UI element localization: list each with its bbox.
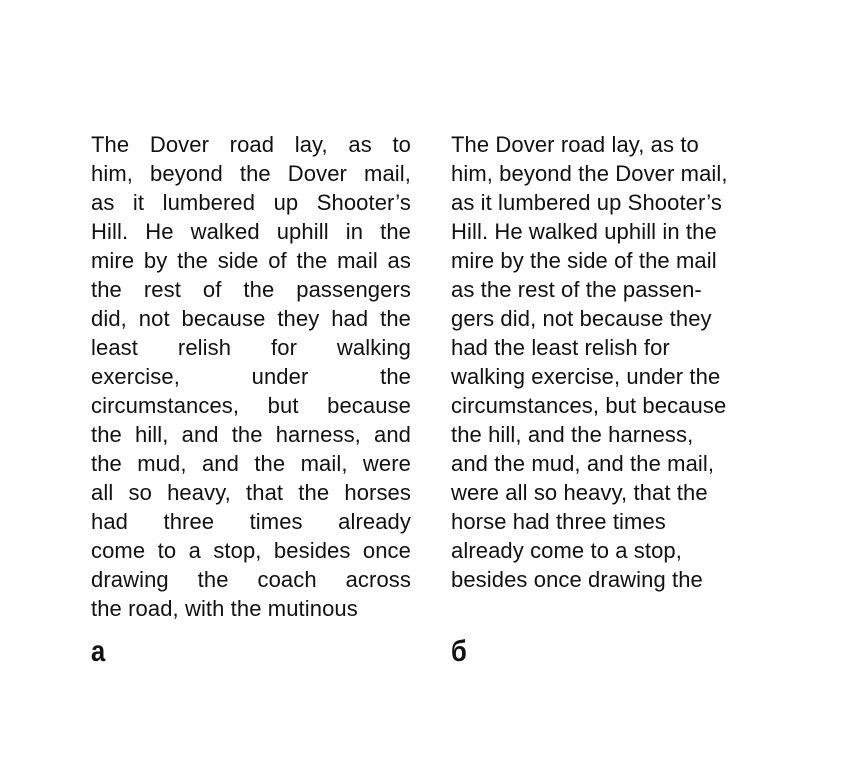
text-line: did, not because they had the — [91, 306, 411, 331]
text-line: as it lumbered up Shooter’s — [451, 190, 722, 215]
ragged-text-column — [451, 130, 781, 594]
text-line: him, beyond the Dover mail, — [91, 161, 411, 186]
text-line: mire by the side of the mail — [451, 248, 717, 273]
text-line: as it lumbered up Shooter’s — [91, 190, 411, 215]
text-line: gers did, not because they — [451, 306, 712, 331]
text-line: already come to a stop, — [451, 538, 682, 563]
text-line: besides once drawing the — [451, 567, 703, 592]
panel-a-caption: а — [91, 635, 106, 668]
text-line: the hill, and the harness, and — [91, 422, 411, 447]
text-line: the mud, and the mail, were — [91, 451, 411, 476]
text-line: Hill. He walked uphill in the — [91, 219, 411, 244]
justified-text-column — [91, 130, 411, 623]
text-line: Hill. He walked uphill in the — [451, 219, 717, 244]
text-line: him, beyond the Dover mail, — [451, 161, 728, 186]
text-line: walking exercise, under the — [451, 364, 721, 389]
text-line: circumstances, but because — [451, 393, 727, 418]
text-line: and the mud, and the mail, — [451, 451, 715, 476]
text-line: the rest of the passengers — [91, 277, 411, 302]
text-line: had three times already — [91, 509, 411, 534]
text-line: exercise, under the — [91, 364, 411, 389]
text-line: the hill, and the harness, — [451, 422, 694, 447]
text-line: The Dover road lay, as to — [91, 132, 411, 157]
text-line: as the rest of the passen- — [451, 277, 702, 302]
text-line: drawing the coach across — [91, 567, 411, 592]
text-line: horse had three times — [451, 509, 666, 534]
text-line: were all so heavy, that the — [451, 480, 708, 505]
text-line: come to a stop, besides once — [91, 538, 411, 563]
panel-b-caption: б — [451, 635, 467, 668]
text-line: had the least relish for — [451, 335, 670, 360]
text-line: The Dover road lay, as to — [451, 132, 699, 157]
text-line: mire by the side of the mail as — [91, 248, 411, 273]
text-line: least relish for walking — [91, 335, 411, 360]
text-line: circumstances, but because — [91, 393, 411, 418]
text-line-last: the road, with the mutinous — [91, 596, 358, 621]
text-line: all so heavy, that the horses — [91, 480, 411, 505]
